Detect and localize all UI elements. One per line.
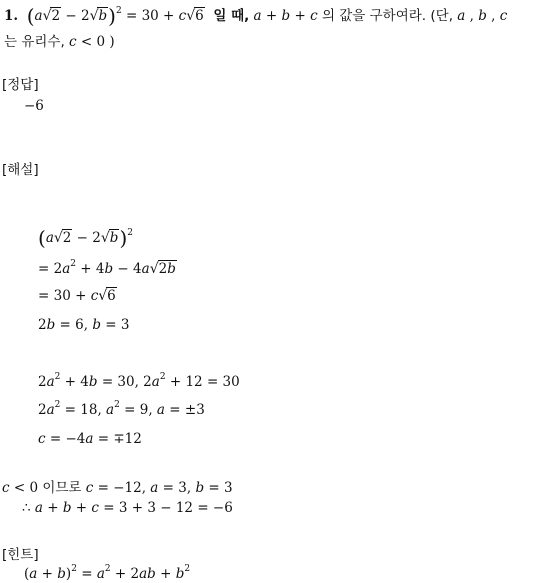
conclusion-connector: 이므로	[42, 480, 82, 496]
answer-value: −6	[24, 98, 44, 114]
answer-label: [정답]	[2, 77, 39, 93]
conclusion-line: c < 0 이므로 c = −12, a = 3, b = 3	[2, 480, 233, 496]
solution-line-2: = $2a^2 + 4b - 4a√2b$	[38, 259, 176, 277]
solution-label: [해설]	[2, 162, 39, 178]
solution-line-4: 2b = 6, b = 3	[38, 317, 130, 333]
hint-label: [힌트]	[2, 547, 39, 563]
problem-statement-line2: 는 유리수, c < 0 )	[4, 34, 115, 50]
solution-line-3: = 30 + c√6	[38, 288, 116, 304]
therefore-line: ∴ a + b + c = 3 + 3 − 12 = −6	[22, 500, 233, 516]
problem-condition-text: 일 때,	[213, 8, 250, 24]
solution-line-1: $(a√2 - 2√b)^2$	[38, 226, 133, 250]
solution-line-6: $2a^2 = 18$, $a^2 = 9$, a = ±3	[38, 400, 205, 418]
hint-formula: $(a + b)^2 = a^2 + 2ab + b^2$	[24, 564, 191, 582]
problem-rational-text: 는 유리수,	[4, 34, 65, 50]
problem-close-paren: )	[109, 34, 115, 50]
problem-statement-line1: 1. $(a√2 - 2√b)^2 = 30 + c√6$ 일 때, a + b + c 의 값을 구하여라. (단, a , b , c	[4, 4, 508, 28]
problem-ask-text: 의 값을 구하여라. (단,	[321, 8, 453, 24]
problem-number: 1.	[4, 8, 19, 24]
solution-line-5: $2a^2 + 4b = 30$, $2a^2 + 12 = 30$	[38, 372, 240, 390]
solution-line-7: c = −4a = ∓12	[38, 431, 142, 447]
